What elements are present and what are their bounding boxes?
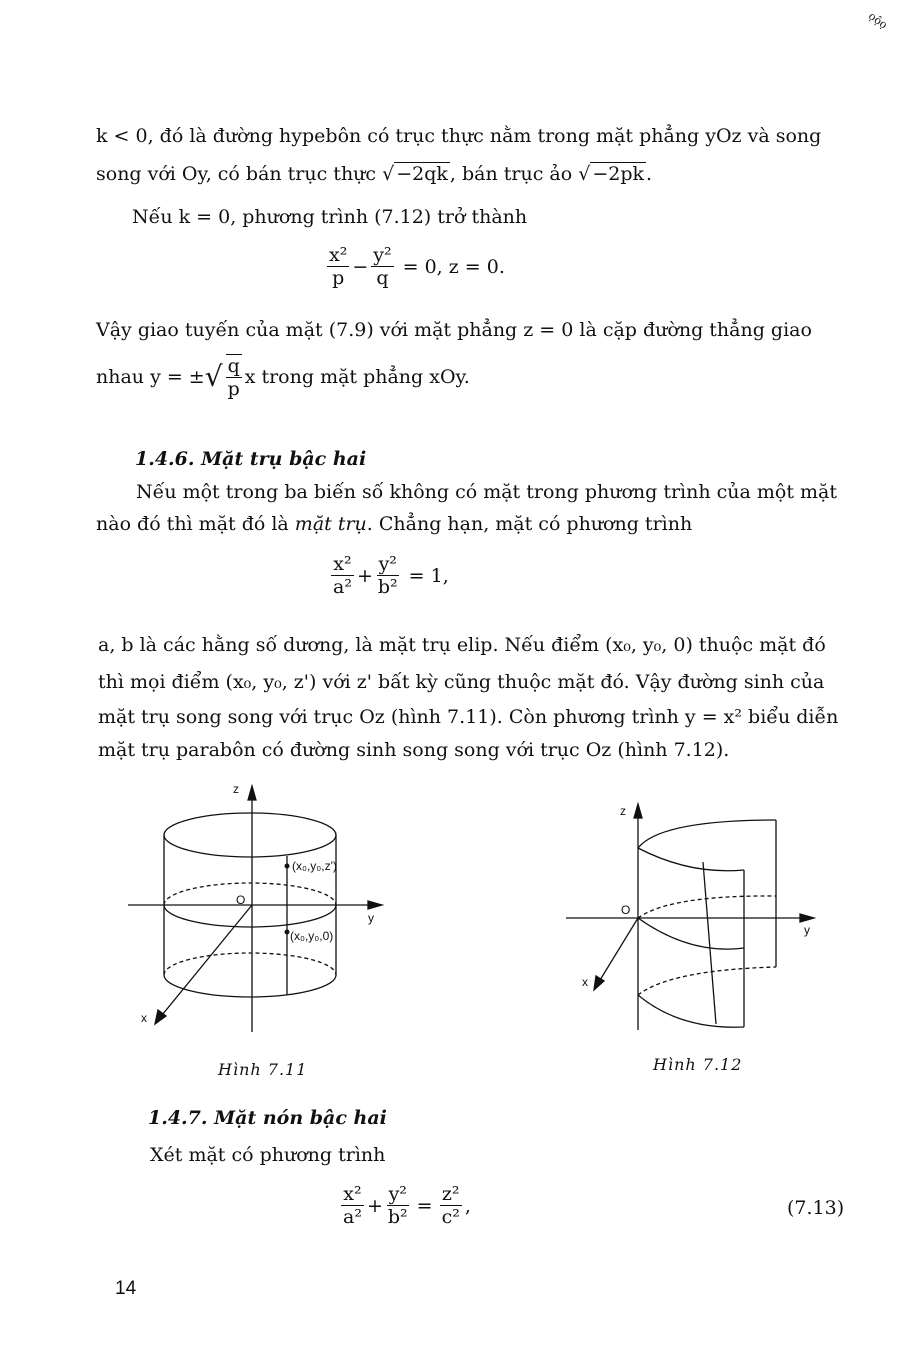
para6: Xét mặt có phương trình <box>150 1144 386 1166</box>
para4-line2 <box>96 512 692 536</box>
z-axis-arrow <box>248 786 256 800</box>
fig1-x-label: x <box>141 1011 147 1025</box>
para4-text-b: . Chẳng hạn, mặt có phương trình <box>366 513 693 535</box>
para3-line1: Vậy giao tuyến của mặt (7.9) với mặt phẳng z = 0 là cặp đường thẳng giao <box>96 319 812 341</box>
section-title-1-4-6: 1.4.6. Mặt trụ bậc hai <box>135 448 367 470</box>
eq1-frac1: $\frac{\text{x²}}{p}$ <box>329 244 348 289</box>
eq1-frac2: $\frac{\text{y²}}{q}$ <box>373 244 392 289</box>
eq2-plus: + <box>356 564 373 587</box>
para3-var: x <box>244 366 256 388</box>
parabola-bottom-back <box>638 967 776 995</box>
para3-frac: $\frac{q}{p}$ <box>227 355 240 400</box>
corner-mark: ọộọ <box>866 9 890 32</box>
para4-text-a: nào đó thì mặt đó là <box>96 513 289 535</box>
eq3-frac1: $\frac{\text{x²}}{\text{a²}}$ <box>343 1183 362 1228</box>
para1-text-b: , bán trục ảo <box>449 163 573 185</box>
eq3-frac2: $\frac{\text{y²}}{\text{b²}}$ <box>387 1183 408 1228</box>
para3-text-b: trong mặt phẳng xOy. <box>261 366 470 388</box>
fig2-z-label: z <box>620 804 626 818</box>
sqrt-radicand-1: −2qk <box>396 163 448 185</box>
fig1-origin-label: O <box>236 893 246 907</box>
eq3-frac3: $\frac{\text{z²}}{\text{c²}}$ <box>441 1183 460 1228</box>
x-axis-arrow <box>155 1010 166 1024</box>
cylinder-top-ellipse <box>164 813 336 857</box>
generator-line <box>703 862 716 1024</box>
x-axis-arrow <box>594 976 604 990</box>
point-lower <box>285 930 290 935</box>
equation-1 <box>324 244 505 289</box>
para5-line4: mặt trụ parabôn có đường sinh song song với trục Oz (hình 7.12). <box>98 739 730 761</box>
eq1-minus: − <box>352 255 369 278</box>
equation-3-label: (7.13) <box>787 1197 845 1219</box>
point-upper <box>285 864 290 869</box>
para3-text-a: nhau y = ± <box>96 366 205 388</box>
sqrt-radicand-2: −2pk <box>592 163 644 185</box>
para5-line2: thì mọi điểm (x₀, y₀, z') với z' bất kỳ cũng thuộc mặt đó. Vậy đường sinh của <box>98 671 825 693</box>
para1-text-a: song với Oy, có bán trục thực <box>96 163 377 185</box>
eq2-frac2: $\frac{\text{y²}}{\text{b²}}$ <box>377 553 398 598</box>
y-axis-arrow <box>368 901 382 909</box>
eq1-rest: = 0, z = 0. <box>402 255 505 278</box>
figure-7-11-caption: Hình 7.11 <box>218 1060 308 1079</box>
sqrt-symbol-3: √ <box>204 360 223 393</box>
z-axis-arrow <box>634 804 642 818</box>
sqrt-symbol-1: √ <box>382 163 395 185</box>
equation-3 <box>338 1183 471 1228</box>
page-number: 14 <box>115 1278 137 1299</box>
parabola-middle-front <box>638 918 744 949</box>
eq3-plus: + <box>366 1194 383 1217</box>
para5-line1: a, b là các hằng số dương, là mặt trụ elip. Nếu điểm (x₀, y₀, 0) thuộc mặt đó <box>98 634 826 656</box>
figure-7-12-caption: Hình 7.12 <box>653 1055 743 1074</box>
cylinder-bottom-back <box>164 953 336 975</box>
fig1-z-label: z <box>233 782 239 796</box>
fig1-point-upper-label: (x₀,y₀,z') <box>292 859 337 873</box>
para1-line1: k < 0, đó là đường hypebôn có trục thực nằm trong mặt phẳng yOz và song <box>96 125 822 147</box>
parabola-bottom-front <box>638 995 744 1027</box>
para5-line3: mặt trụ song song với trục Oz (hình 7.11). Còn phương trình y = x² biểu diễn <box>98 706 839 728</box>
cylinder-bottom-front <box>164 975 336 997</box>
parabola-middle-back <box>638 896 776 918</box>
cylinder-middle-back <box>164 883 336 905</box>
eq2-rest: = 1, <box>408 564 449 587</box>
fig2-y-label: y <box>804 923 810 937</box>
fig2-origin-label: O <box>621 903 631 917</box>
para4-line1: Nếu một trong ba biến số không có mặt trong phương trình của một mặt <box>136 481 838 503</box>
fig1-y-label: y <box>368 911 374 925</box>
eq3-comma: , <box>464 1194 471 1217</box>
parabola-top-back <box>638 848 744 871</box>
fig2-x-label: x <box>582 975 588 989</box>
para1-text-c: . <box>646 163 653 185</box>
fig1-point-lower-label: (x₀,y₀,0) <box>290 929 334 943</box>
para3-line2 <box>96 354 470 400</box>
equation-2 <box>328 553 449 598</box>
x-axis <box>597 918 638 985</box>
eq2-frac1: $\frac{\text{x²}}{\text{a²}}$ <box>333 553 352 598</box>
para1-line2 <box>96 162 652 186</box>
parabola-top <box>638 820 776 848</box>
y-axis-arrow <box>800 914 814 922</box>
sqrt-symbol-2: √ <box>578 163 591 185</box>
para4-emphasis: mặt trụ <box>294 513 367 535</box>
section-title-1-4-7: 1.4.7. Mặt nón bậc hai <box>148 1107 387 1129</box>
eq3-equals: = <box>416 1194 433 1217</box>
x-axis <box>158 905 252 1020</box>
cylinder-middle-front <box>164 905 336 927</box>
para2: Nếu k = 0, phương trình (7.12) trở thành <box>132 206 528 228</box>
